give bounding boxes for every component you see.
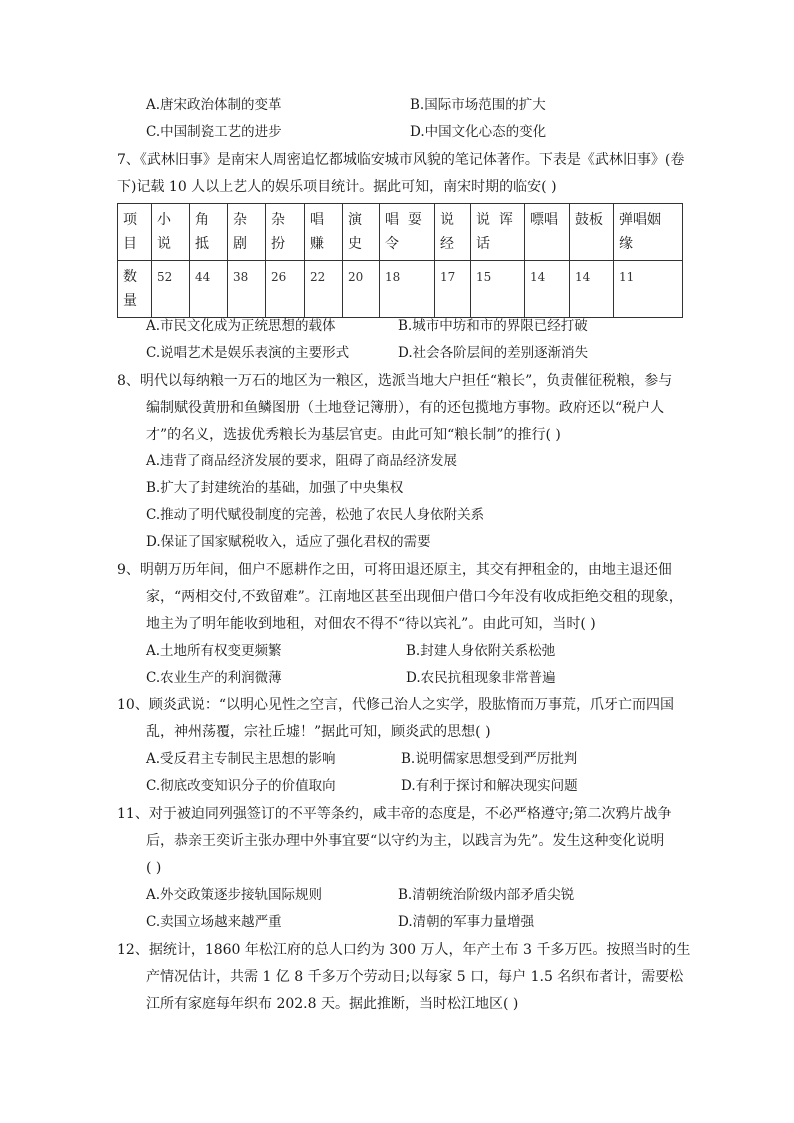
entertainment-stats-table xyxy=(117,203,683,318)
q12-stem-line3: 江所有家庭每年织布 202.8 天。据此推断，当时松江地区( ) xyxy=(146,996,519,1012)
table-row xyxy=(118,204,683,261)
q11-option-d: D.清朝的军事力量增强 xyxy=(398,914,535,930)
table-cell: 22 xyxy=(305,261,343,318)
q8-option-b: B.扩大了封建统治的基础，加强了中央集权 xyxy=(146,480,404,496)
q10-option-c: C.彻底改变知识分子的价值取向 xyxy=(146,778,336,794)
q8-option-d: D.保证了国家赋税收入，适应了强化君权的需要 xyxy=(146,534,431,550)
table-cell: 26 xyxy=(266,261,305,318)
table-cell: 14 xyxy=(570,261,614,318)
q8-stem-line1: 8、明代以每纳粮一万石的地区为一粮区，选派当地大户担任“粮长”，负责催征税粮，参与 xyxy=(117,373,673,389)
q9-stem-line3: 地主为了明年能收到地租，对佃农不得不“待以宾礼”。由此可知，当时( ) xyxy=(146,616,596,632)
table-row-label: 数 量 xyxy=(118,261,152,318)
q6-option-c: C.中国制瓷工艺的进步 xyxy=(146,124,282,140)
table-header-cell: 演 史 xyxy=(343,204,380,261)
q12-stem-line1: 12、据统计，1860 年松江府的总人口约为 300 万人，年产土布 3 千多万匹。按照当时的生 xyxy=(117,942,691,958)
q8-stem-line3: 才”的名义，选拔优秀粮长为基层官吏。由此可知“粮长制”的推行( ) xyxy=(146,427,561,443)
table-cell: 17 xyxy=(435,261,471,318)
q8-stem-line2: 编制赋役黄册和鱼鳞图册（土地登记簿册），有的还包揽地方事物。政府还以“税户人 xyxy=(146,400,665,416)
q7-option-c: C.说唱艺术是娱乐表演的主要形式 xyxy=(146,345,350,361)
q6-option-d: D.中国文化心态的变化 xyxy=(410,124,547,140)
table-header-cell: 杂 剧 xyxy=(228,204,266,261)
q7-stem-line1: 7、《武林旧事》是南宋人周密追忆都城临安城市风貌的笔记体著作。下表是《武林旧事》(卷 xyxy=(117,152,685,168)
table-cell: 52 xyxy=(152,261,190,318)
q6-option-b: B.国际市场范围的扩大 xyxy=(410,97,546,113)
q9-option-a: A.土地所有权变更频繁 xyxy=(146,643,282,659)
table-cell: 20 xyxy=(343,261,380,318)
table-cell: 38 xyxy=(228,261,266,318)
table-cell: 44 xyxy=(190,261,228,318)
table-header-cell: 说 经 xyxy=(435,204,471,261)
q10-option-d: D.有利于探讨和解决现实问题 xyxy=(401,778,578,794)
table-cell: 15 xyxy=(471,261,525,318)
q11-stem-line1: 11、对于被迫同列强签订的不平等条约，咸丰帝的态度是，不必严格遵守;第二次鸦片战争 xyxy=(117,806,672,822)
q10-option-b: B.说明儒家思想受到严厉批判 xyxy=(401,751,578,767)
table-header-cell: 角 抵 xyxy=(190,204,228,261)
q6-option-a: A.唐宋政治体制的变革 xyxy=(146,97,282,113)
q10-option-a: A.受反君主专制民主思想的影响 xyxy=(146,751,336,767)
q7-option-b: B.城市中坊和市的界限已经打破 xyxy=(398,318,588,334)
q11-option-b: B.清朝统治阶级内部矛盾尖锐 xyxy=(398,887,575,903)
table-header-cell: 弹唱姻 缘 xyxy=(614,204,683,261)
q10-stem-line1: 10、顾炎武说：“以明心见性之空言，代修己治人之实学，股肱惰而万事荒，爪牙亡而四国 xyxy=(117,697,674,713)
q7-option-a: A.市民文化成为正统思想的载体 xyxy=(146,318,336,334)
q8-option-a: A.违背了商品经济发展的要求，阻碍了商品经济发展 xyxy=(146,453,458,469)
q9-option-d: D.农民抗租现象非常普遍 xyxy=(406,670,556,686)
q11-stem-line3: ( ) xyxy=(146,860,162,876)
table-header-cell: 项 目 xyxy=(118,204,152,261)
q9-stem-line1: 9、明朝万历年间，佃户不愿耕作之田，可将田退还原主，其交有押租金的，由地主退还佃 xyxy=(117,562,672,578)
table-header-cell: 鼓板 xyxy=(570,204,614,261)
q7-option-d: D.社会各阶层间的差别逐渐消失 xyxy=(398,345,589,361)
table-cell: 14 xyxy=(525,261,570,318)
q12-stem-line2: 产情况估计，共需 1 亿 8 千多万个劳动日;以每家 5 口，每户 1.5 名织布者计，需要松 xyxy=(146,969,684,985)
table-header-cell: 唱 耍 令 xyxy=(380,204,435,261)
q7-stem-line2: 下)记载 10 人以上艺人的娱乐项目统计。据此可知，南宋时期的临安( ) xyxy=(117,179,557,195)
q8-option-c: C.推动了明代赋役制度的完善，松弛了农民人身依附关系 xyxy=(146,507,485,523)
q10-stem-line2: 乱，神州荡覆，宗社丘墟！”据此可知，顾炎武的思想( ) xyxy=(146,724,491,740)
table-header-cell: 说 诨 话 xyxy=(471,204,525,261)
q11-option-c: C.卖国立场越来越严重 xyxy=(146,914,282,930)
q9-option-c: C.农业生产的利润微薄 xyxy=(146,670,282,686)
table-header-cell: 小 说 xyxy=(152,204,190,261)
table-row xyxy=(118,261,683,318)
q11-option-a: A.外交政策逐步接轨国际规则 xyxy=(146,887,323,903)
table-header-cell: 杂 扮 xyxy=(266,204,305,261)
q11-stem-line2: 后，恭亲王奕䜣主张办理中外事宜要“以守约为主，以践言为先”。发生这种变化说明 xyxy=(146,833,665,849)
table-header-cell: 嘌唱 xyxy=(525,204,570,261)
q9-option-b: B.封建人身依附关系松弛 xyxy=(406,643,556,659)
table-cell: 11 xyxy=(614,261,683,318)
table-cell: 18 xyxy=(380,261,435,318)
q9-stem-line2: 家，“两相交付,不致留难”。江南地区甚至出现佃户借口今年没有收成拒绝交租的现象， xyxy=(146,589,683,605)
table-header-cell: 唱 赚 xyxy=(305,204,343,261)
